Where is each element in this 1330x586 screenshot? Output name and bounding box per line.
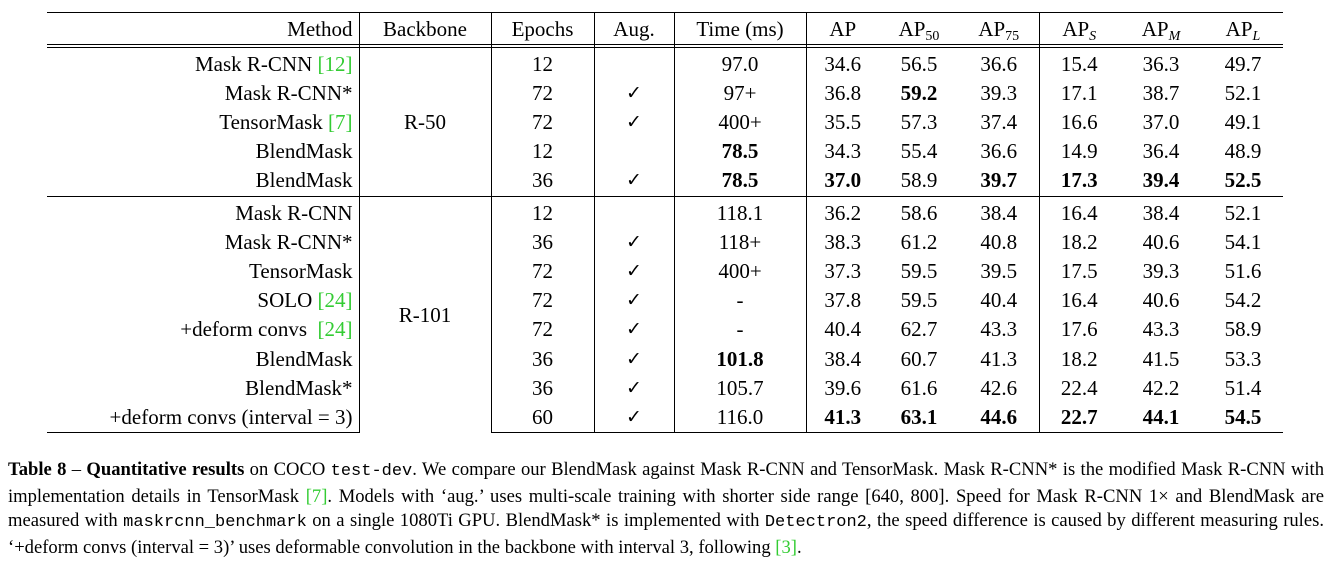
backbone-cell: R-101 (359, 196, 491, 433)
method-name: +deform convs (interval = 3) (109, 404, 353, 429)
time-cell: 97.0 (674, 46, 806, 79)
epochs-cell: 12 (491, 137, 594, 166)
header-ap: AP (806, 13, 879, 46)
method-name: TensorMask (219, 109, 328, 134)
caption-text-5: , the speed difference is caused by different measuring rules. ‘+deform convs (interval = 3)’ uses deformable convolution in the backbone with interval 3, following (8, 510, 1324, 558)
aug-cell: ✓ (594, 79, 674, 108)
method-cell (47, 315, 359, 344)
method-name: Mask R-CNN (235, 200, 353, 225)
table-row (47, 345, 1283, 374)
ap75-cell: 40.4 (959, 286, 1039, 315)
method-cell (47, 374, 359, 403)
apm-cell: 36.3 (1142, 51, 1180, 76)
table-row (47, 228, 1283, 257)
header-method: Method (47, 13, 359, 46)
apm-cell: 38.7 (1142, 80, 1180, 105)
ap-cell: 37.3 (824, 258, 862, 283)
ap50-cell: 62.7 (900, 317, 938, 342)
time-cell: 78.5 (674, 137, 806, 166)
time-cell: - (674, 315, 806, 344)
aps-cell: 16.4 (1060, 288, 1098, 313)
header-apl: $AP_L$ (1203, 13, 1283, 46)
method-cell (47, 166, 359, 196)
header-backbone: Backbone (359, 13, 491, 46)
method-cell (47, 79, 359, 108)
table-row (47, 46, 1283, 79)
ap75-cell: 40.8 (959, 228, 1039, 257)
ap50-cell: 58.6 (879, 196, 959, 228)
apm-cell: 40.6 (1142, 229, 1180, 254)
apl-cell: 54.2 (1224, 288, 1262, 313)
ap-cell: 40.4 (824, 317, 862, 342)
method-name: Mask R-CNN* (224, 80, 353, 105)
apl-cell: 54.1 (1224, 229, 1262, 254)
ap50-cell: 59.5 (900, 288, 938, 313)
time-cell: 78.5 (674, 166, 806, 196)
apl-cell: 49.7 (1224, 51, 1262, 76)
time-cell: 400+ (674, 108, 806, 137)
apm-cell: 39.3 (1142, 258, 1180, 283)
caption-code-detectron2: Detectron2 (764, 513, 867, 532)
group-r101 (47, 196, 1283, 433)
ap75-cell: 36.6 (959, 46, 1039, 79)
method-citation[interactable]: [12] (317, 51, 353, 76)
ap-cell: 41.3 (806, 403, 879, 433)
aps-cell: 16.6 (1060, 109, 1098, 134)
method-citation[interactable]: [24] (317, 317, 353, 342)
epochs-cell: 36 (491, 345, 594, 374)
method-cell (47, 286, 359, 315)
aug-cell: ✓ (594, 166, 674, 196)
apl-cell: 51.4 (1224, 375, 1262, 400)
apl-cell: 54.5 (1203, 403, 1283, 433)
ap50-cell: 61.6 (900, 375, 938, 400)
ap75-cell: 42.6 (959, 374, 1039, 403)
aps-cell: 17.1 (1060, 80, 1098, 105)
group-r50 (47, 46, 1283, 197)
aps-cell: 18.2 (1060, 229, 1098, 254)
method-name: BlendMask (255, 139, 353, 164)
table-row (47, 315, 1283, 344)
epochs-cell: 72 (491, 79, 594, 108)
epochs-cell: 72 (491, 257, 594, 286)
aug-cell: ✓ (594, 374, 674, 403)
caption-label: Table 8 (8, 459, 67, 480)
apl-cell: 49.1 (1224, 109, 1262, 134)
ap75-cell: 43.3 (959, 315, 1039, 344)
ap50-cell: 58.9 (900, 168, 938, 193)
header-aps: $AP_S$ (1039, 13, 1119, 46)
ap50-cell: 59.2 (900, 80, 938, 105)
table-row (47, 286, 1283, 315)
method-cell (47, 137, 359, 166)
method-name: Mask R-CNN* (224, 229, 353, 254)
caption-lead: Quantitative results (86, 459, 245, 480)
ap-cell: 38.3 (824, 229, 862, 254)
method-cell (47, 403, 359, 433)
header-time: Time (ms) (674, 13, 806, 46)
ap-cell: 38.4 (824, 346, 862, 371)
table-row (47, 196, 1283, 228)
table-row (47, 166, 1283, 196)
header-epochs: Epochs (491, 13, 594, 46)
method-cell (47, 228, 359, 257)
aps-cell: 17.3 (1060, 168, 1098, 193)
ap75-cell: 41.3 (959, 345, 1039, 374)
aps-cell: 22.7 (1039, 403, 1119, 433)
apl-cell: 52.1 (1224, 80, 1262, 105)
time-cell: 97+ (674, 79, 806, 108)
aug-cell (594, 137, 674, 166)
table-row (47, 374, 1283, 403)
header-aug: Aug. (594, 13, 674, 46)
aug-cell: ✓ (594, 257, 674, 286)
method-name: BlendMask (255, 168, 353, 193)
apm-cell: 38.4 (1119, 196, 1203, 228)
ap75-cell: 39.5 (959, 257, 1039, 286)
method-cell (47, 196, 359, 228)
time-cell: 400+ (674, 257, 806, 286)
epochs-cell: 72 (491, 315, 594, 344)
aps-cell: 22.4 (1060, 375, 1098, 400)
method-citation[interactable]: [24] (317, 288, 353, 313)
time-cell: 118.1 (674, 196, 806, 228)
table-caption (8, 458, 1324, 560)
epochs-cell: 12 (491, 46, 594, 79)
table-row (47, 79, 1283, 108)
apm-cell: 36.4 (1142, 139, 1180, 164)
apl-cell: 58.9 (1224, 317, 1262, 342)
method-cell (47, 257, 359, 286)
ap50-cell: 61.2 (900, 229, 938, 254)
header-rule (47, 44, 1283, 48)
aps-cell: 18.2 (1060, 346, 1098, 371)
ap50-cell: 57.3 (900, 109, 938, 134)
ap75-cell: 39.3 (959, 79, 1039, 108)
aug-cell: ✓ (594, 286, 674, 315)
header-ap75: $AP_{75}$ (959, 13, 1039, 46)
epochs-cell: 72 (491, 286, 594, 315)
caption-dash: – (66, 459, 87, 480)
caption-code-test-dev: test-dev (330, 462, 413, 481)
apm-cell: 39.4 (1142, 168, 1180, 193)
caption-citation-7[interactable]: [7] (305, 485, 328, 507)
aps-cell: 14.9 (1060, 139, 1098, 164)
method-cell (47, 108, 359, 137)
method-name: SOLO (257, 288, 318, 313)
caption-text-1: on COCO (244, 459, 331, 480)
time-cell: 101.8 (674, 345, 806, 374)
ap-cell: 36.8 (824, 80, 862, 105)
ap75-cell: 37.4 (959, 108, 1039, 137)
time-cell: 105.7 (674, 374, 806, 403)
epochs-cell: 36 (491, 166, 594, 196)
aug-cell (594, 46, 674, 79)
apl-cell: 52.5 (1224, 168, 1262, 193)
ap50-cell: 55.4 (900, 139, 938, 164)
method-name: TensorMask (248, 258, 353, 283)
ap-cell: 39.6 (824, 375, 862, 400)
ap75-cell: 44.6 (959, 403, 1039, 433)
method-name: BlendMask* (245, 375, 353, 400)
ap75-cell: 38.4 (959, 196, 1039, 228)
time-cell: - (674, 286, 806, 315)
table-row (47, 403, 1283, 433)
ap-cell: 37.0 (824, 168, 862, 193)
apl-cell: 52.1 (1203, 196, 1283, 228)
ap-cell: 34.3 (824, 139, 862, 164)
caption-text-6: . (796, 536, 802, 558)
caption-citation-3[interactable]: [3] (775, 536, 797, 558)
ap50-cell: 59.5 (900, 258, 938, 283)
apm-cell: 42.2 (1142, 375, 1180, 400)
aug-cell: ✓ (594, 403, 674, 433)
ap50-cell: 63.1 (879, 403, 959, 433)
aps-cell: 17.6 (1060, 317, 1098, 342)
apm-cell: 44.1 (1119, 403, 1203, 433)
aug-cell: ✓ (594, 108, 674, 137)
apm-cell: 43.3 (1142, 317, 1180, 342)
caption-text-4: on a single 1080Ti GPU. BlendMask* is implemented with (306, 510, 765, 531)
method-citation[interactable]: [7] (328, 109, 353, 134)
method-name: +deform convs (180, 317, 318, 342)
caption-text-2: . We compare our BlendMask against Mask R-CNN and TensorMask. Mask R-CNN* is the modified Mask R-CNN with implementation details in TensorMask (8, 459, 1325, 507)
time-cell: 116.0 (674, 403, 806, 433)
epochs-cell: 60 (491, 403, 594, 433)
aug-cell: ✓ (594, 228, 674, 257)
apm-cell: 40.6 (1142, 288, 1180, 313)
aug-cell: ✓ (594, 315, 674, 344)
results-table (47, 12, 1283, 433)
aug-cell (594, 196, 674, 228)
ap50-cell: 56.5 (900, 51, 938, 76)
table-header (47, 13, 1283, 46)
apl-cell: 48.9 (1224, 139, 1262, 164)
time-cell: 118+ (674, 228, 806, 257)
aps-cell: 17.5 (1060, 258, 1098, 283)
header-ap50: $AP_{50}$ (879, 13, 959, 46)
caption-code-benchmark: maskrcnn_benchmark (123, 513, 307, 532)
apm-cell: 41.5 (1142, 346, 1180, 371)
apl-cell: 53.3 (1224, 346, 1262, 371)
aps-cell: 16.4 (1039, 196, 1119, 228)
apl-cell: 51.6 (1224, 258, 1262, 283)
table-row (47, 257, 1283, 286)
table-row (47, 108, 1283, 137)
ap75-cell: 39.7 (959, 166, 1039, 196)
method-cell (47, 345, 359, 374)
method-name: Mask R-CNN (194, 51, 318, 76)
epochs-cell: 36 (491, 228, 594, 257)
method-name: BlendMask (255, 346, 353, 371)
ap-cell: 34.6 (824, 51, 862, 76)
epochs-cell: 12 (491, 196, 594, 228)
apm-cell: 37.0 (1142, 109, 1180, 134)
caption-text-3: . Models with ‘aug.’ uses multi-scale training with shorter side range [640, 800]. Speed for Mask R-CNN 1× and BlendMask are measured with (8, 485, 1324, 531)
ap-cell: 35.5 (824, 109, 862, 134)
table-row (47, 137, 1283, 166)
ap-cell: 37.8 (824, 288, 862, 313)
aps-cell: 15.4 (1060, 51, 1098, 76)
header-apm: $AP_M$ (1119, 13, 1203, 46)
method-cell (47, 46, 359, 79)
backbone-cell: R-50 (359, 46, 491, 197)
ap-cell: 36.2 (806, 196, 879, 228)
aug-cell: ✓ (594, 345, 674, 374)
ap50-cell: 60.7 (900, 346, 938, 371)
ap75-cell: 36.6 (959, 137, 1039, 166)
epochs-cell: 36 (491, 374, 594, 403)
epochs-cell: 72 (491, 108, 594, 137)
